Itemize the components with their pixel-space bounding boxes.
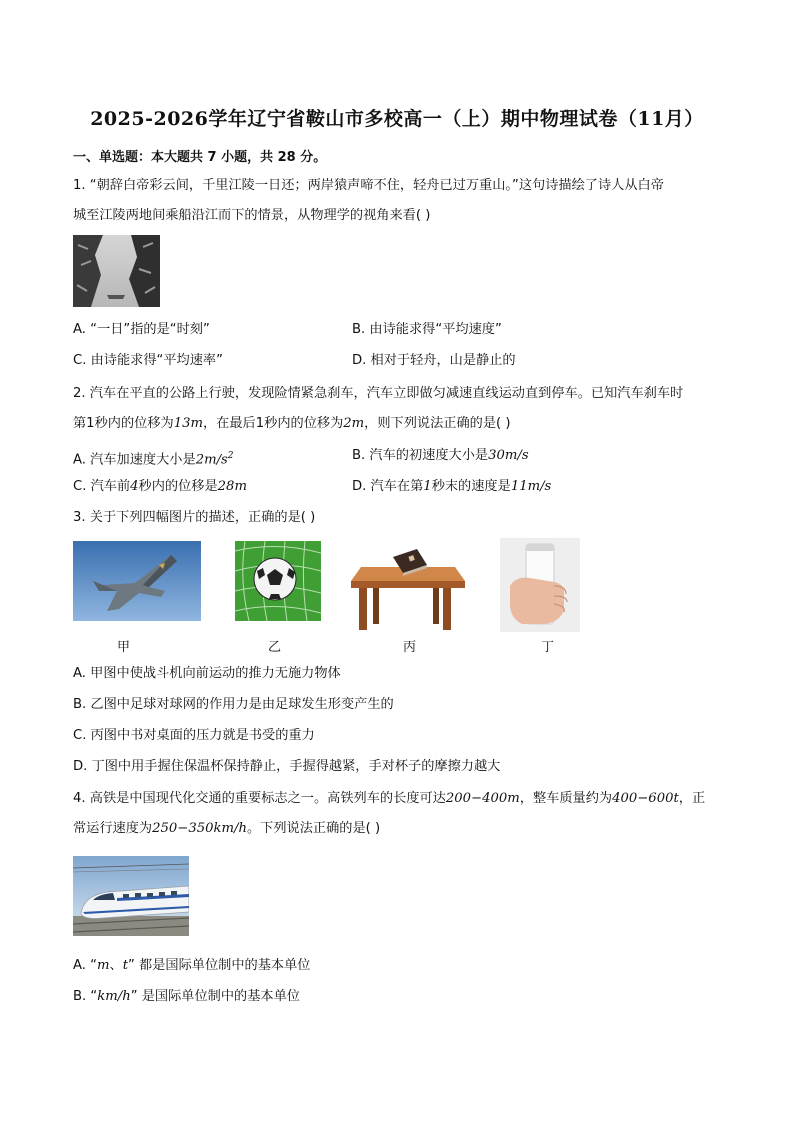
- q2-option-c[interactable]: C. 汽车前4秒内的位移是28m: [73, 479, 247, 494]
- q2-stem-line1: 2. 汽车在平直的公路上行驶，发现险情紧急刹车，汽车立即做匀减速直线运动直到停车。已知汽车刹车时: [73, 386, 684, 401]
- q3-stem: 3. 关于下列四幅图片的描述，正确的是( ): [73, 510, 316, 525]
- q3-option-c[interactable]: C. 丙图中书对桌面的压力就是书受的重力: [73, 728, 315, 743]
- q4-figure-high-speed-train: [73, 856, 189, 936]
- q4-stem-line2: 常运行速度为250−350km/h。下列说法正确的是( ): [73, 821, 381, 836]
- q3-option-a[interactable]: A. 甲图中使战斗机向前运动的推力无施力物体: [73, 666, 341, 681]
- q1-figure-gorge-image: [73, 235, 160, 307]
- section-heading: 一、单选题：本大题共 7 小题，共 28 分。: [73, 150, 327, 165]
- q2-stem-line2: 第1秒内的位移为13m，在最后1秒内的位移为2m，则下列说法正确的是( ): [73, 416, 511, 431]
- q2-option-d[interactable]: D. 汽车在第1秒末的速度是11m/s: [352, 479, 552, 494]
- q3-option-b[interactable]: B. 乙图中足球对球网的作用力是由足球发生形变产生的: [73, 697, 394, 712]
- q1-option-a[interactable]: A. “一日”指的是“时刻”: [73, 322, 210, 337]
- q2-option-b[interactable]: B. 汽车的初速度大小是30m/s: [352, 448, 529, 463]
- q3-caption-ding: 丁: [541, 640, 555, 655]
- q3-figure-soccer-ball: [235, 541, 321, 621]
- q2-option-a[interactable]: A. 汽车加速度大小是$2m/s^2$: [73, 451, 234, 468]
- q3-figure-table-book: [349, 541, 467, 633]
- q1-stem-line1: 1. “朝辞白帝彩云间，千里江陵一日还；两岸猿声啼不住，轻舟已过万重山。”这句诗描绘了诗人从白帝: [73, 178, 664, 193]
- q1-option-c[interactable]: C. 由诗能求得“平均速率”: [73, 353, 223, 368]
- q4-stem-line1: 4. 高铁是中国现代化交通的重要标志之一。高铁列车的长度可达200−400m，整车质量约为400−600t，正: [73, 791, 706, 806]
- q3-option-d[interactable]: D. 丁图中用手握住保温杯保持静止，手握得越紧，手对杯子的摩擦力越大: [73, 759, 501, 774]
- q3-figure-fighter-jet: [73, 541, 201, 621]
- q4-option-a[interactable]: A. “m、t” 都是国际单位制中的基本单位: [73, 958, 311, 973]
- q1-stem-line2: 城至江陵两地间乘船沿江而下的情景，从物理学的视角来看( ): [73, 208, 431, 223]
- q3-caption-bing: 丙: [403, 640, 417, 655]
- q1-option-b[interactable]: B. 由诗能求得“平均速度”: [352, 322, 502, 337]
- q4-option-b[interactable]: B. “km/h” 是国际单位制中的基本单位: [73, 989, 300, 1004]
- q3-caption-jia: 甲: [117, 640, 131, 655]
- q3-figure-thermos-cup: [500, 538, 580, 632]
- page-title: 2025-2026学年辽宁省鞍山市多校高一（上）期中物理试卷（11月）: [90, 108, 704, 130]
- q3-caption-yi: 乙: [268, 640, 282, 655]
- q1-option-d[interactable]: D. 相对于轻舟，山是静止的: [352, 353, 516, 368]
